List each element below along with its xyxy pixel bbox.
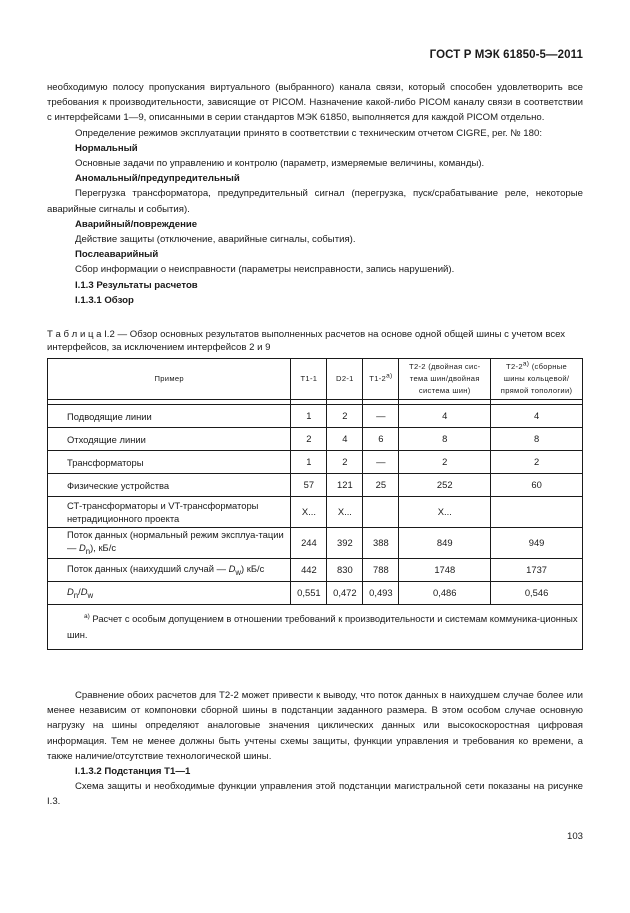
cell: 244 <box>291 528 327 559</box>
mode-text: Действие защиты (отключение, аварийные сигналы, события). <box>75 234 356 246</box>
header-t1-1: Т1-1 <box>291 359 327 400</box>
mode-title: Аномальный/предупредительный <box>75 173 240 185</box>
subsection-heading: I.1.3.1 Обзор <box>75 294 134 306</box>
cell: 788 <box>363 559 399 582</box>
table-row <box>48 451 583 474</box>
row-label: Подводящие линии <box>48 405 291 428</box>
cell: 388 <box>363 528 399 559</box>
row-label: Поток данных (наихудший случай — $D_w$) кБ/с <box>48 559 291 582</box>
cell: 849 <box>399 528 491 559</box>
cell: X... <box>399 497 491 528</box>
mode-text: Основные задачи по управлению и контролю (параметр, измеряемые величины, команды). <box>75 158 485 170</box>
row-label: Отходящие линии <box>48 428 291 451</box>
row-label: СТ-трансформаторы и VT-трансформаторы нетрадиционного проекта <box>48 497 291 528</box>
cell: 0,472 <box>327 582 363 605</box>
cell: 4 <box>399 405 491 428</box>
cell: 252 <box>399 474 491 497</box>
cell: 0,546 <box>491 582 583 605</box>
cell: 1 <box>291 451 327 474</box>
header-t2-2: Т2-2 (двойная сис-тема шин/двойная система шин) <box>399 359 491 400</box>
cell <box>363 497 399 528</box>
row-label: Физические устройства <box>48 474 291 497</box>
section-heading: I.1.3 Результаты расчетов <box>75 279 198 291</box>
cell: 25 <box>363 474 399 497</box>
mode-text: Сбор информации о неисправности (параметры неисправности, запись нарушений). <box>75 264 455 276</box>
cell: 60 <box>491 474 583 497</box>
cell: 4 <box>491 405 583 428</box>
cell: 8 <box>491 428 583 451</box>
row-label: $D_n/D_w$ <box>48 582 291 605</box>
cell: 442 <box>291 559 327 582</box>
table-header-row <box>48 359 583 400</box>
row-label: Поток данных (нормальный режим эксплуа-тации — $D_n$), кБ/с <box>48 528 291 559</box>
cell: 0,486 <box>399 582 491 605</box>
table-row-flow-worst <box>48 559 583 582</box>
cell: 6 <box>363 428 399 451</box>
cell: 2 <box>399 451 491 474</box>
table-row <box>48 405 583 428</box>
cell: 4 <box>327 428 363 451</box>
page-content <box>47 80 583 810</box>
header-example: Пример <box>48 359 291 400</box>
cell: — <box>363 451 399 474</box>
table-row-flow-normal <box>48 528 583 559</box>
cell: 2 <box>291 428 327 451</box>
page-number: 103 <box>566 831 583 842</box>
table-note: $^{а)}$ Расчет с особым допущением в отношении требований к производительности и системам коммуника-ционных шин. <box>48 605 583 650</box>
row-label: Трансформаторы <box>48 451 291 474</box>
cell: X... <box>291 497 327 528</box>
cell: 949 <box>491 528 583 559</box>
mode-title: Послеаварийный <box>75 249 159 261</box>
cell: 121 <box>327 474 363 497</box>
cell: 57 <box>291 474 327 497</box>
caption-line: Т а б л и ц а I.2 — Обзор основных результатов выполненных расчетов на основе одной общей шины с учетом всех <box>47 329 566 341</box>
table-row <box>48 428 583 451</box>
conclusion-paragraph: Сравнение обоих расчетов для Т2-2 может привести к выводу, что поток данных в наихудшем случае более или менее независим от компоновки сборной шины в подстанции заданного размера. В этом особом случае основную нагрузку на шины определяют аналоговые значения циклических данных или высокоскоростная цифровая информация. Тем не менее должны быть учтены схемы защиты, функции управления и требования ко времени, а также наличие/отсутствие технологической шины. <box>47 690 583 762</box>
cell: X... <box>327 497 363 528</box>
cell: 2 <box>327 451 363 474</box>
cell: 2 <box>327 405 363 428</box>
header-d2-1: D2-1 <box>327 359 363 400</box>
intro-paragraph: необходимую полосу пропускания виртуального (выбранного) канала связи, который способен удовлетворить все требования к производительности, зависящие от PICOM. Назначение какой-либо PICOM каналу связи в соответствии с интерфейсами 1—9, описанными в серии стандартов МЭК 61850, выполняется для каждой PICOM отдельно. <box>47 82 583 124</box>
caption-line: интерфейсов, за исключением интерфейсов 2 и 9 <box>47 342 271 354</box>
subsection-heading: I.1.3.2 Подстанция Т1—1 <box>75 766 191 778</box>
table-caption <box>47 328 583 354</box>
table-note-row <box>48 605 583 650</box>
cell: 1748 <box>399 559 491 582</box>
header-t2-2a: $Т2-2^{а)}$ (сборные шины кольцевой/ прямой топологии) <box>491 359 583 400</box>
document-header: ГОСТ Р МЭК 61850-5—2011 <box>429 49 583 61</box>
figure-reference-paragraph: Схема защиты и необходимые функции управления этой подстанции магистральной сети показаны на рисунке I.3. <box>47 781 583 808</box>
cell: — <box>363 405 399 428</box>
table-row <box>48 474 583 497</box>
cell: 8 <box>399 428 491 451</box>
mode-title: Нормальный <box>75 142 138 154</box>
cell: 830 <box>327 559 363 582</box>
cell: 0,493 <box>363 582 399 605</box>
modes-intro: Определение режимов эксплуатации принято в соответствии с техническим отчетом CIGRE, рег. № 180: <box>75 127 542 139</box>
cell: 1737 <box>491 559 583 582</box>
cell: 0,551 <box>291 582 327 605</box>
cell: 2 <box>491 451 583 474</box>
table-row-ratio <box>48 582 583 605</box>
table-row <box>48 497 583 528</box>
results-table <box>47 358 583 650</box>
mode-title: Аварийный/повреждение <box>75 218 198 230</box>
mode-text: Перегрузка трансформатора, предупредительный сигнал (перегрузка, пуск/срабатывание реле, некоторые аварийные сигналы и события). <box>47 188 583 215</box>
cell <box>491 497 583 528</box>
header-t1-2: $Т1-2^{а)}$ <box>363 359 399 400</box>
cell: 392 <box>327 528 363 559</box>
cell: 1 <box>291 405 327 428</box>
